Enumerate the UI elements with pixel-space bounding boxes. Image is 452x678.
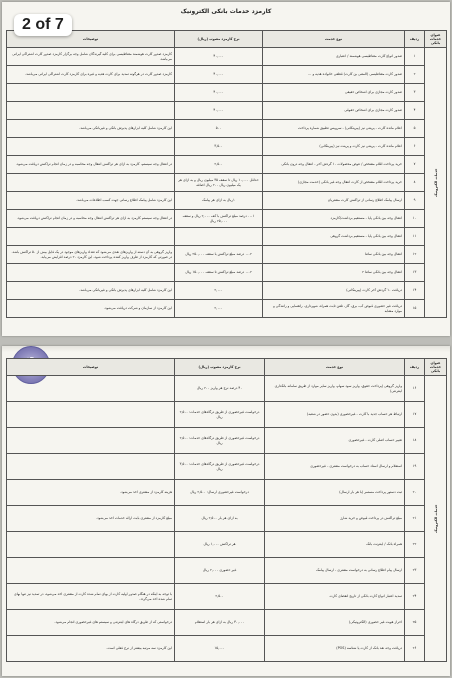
service-cell: صدور کارت مجازی برای اشخاص حقوقی: [263, 102, 405, 120]
service-cell: استعلام و ارسال اسناد حساب به درخواست مشتری - غیرحضوری: [265, 454, 405, 480]
fee-cell: ۴۰,۰۰۰: [175, 102, 263, 120]
fee-cell: درخواست غیرحضوری از طریق درگاه‌های خدمات: ۲,۵۰۰ ریال: [175, 402, 265, 428]
table-row: [7, 48, 447, 66]
header-fee-rate: نرخ کارمزد مصوب (ریال): [175, 359, 265, 376]
fee-cell: ۲,۰۰۰: [175, 282, 263, 300]
row-number-cell: ۱۹: [405, 454, 425, 480]
note-cell: در انتقال وجه سیستم، کارمزد به ازای هر تراکنش انتقال وجه محاسبه و در زمان انجام تراکنش دریافت می‌شود.: [7, 156, 175, 174]
fee-cell: حداقل ۱۰,۰۰۰ ریال تا سقف ۳۵ میلیون ریال و به ازای هر یک میلیون ریال ۲۰۰ ریال اضافه: [175, 174, 263, 192]
row-number-cell: ۱۳: [405, 264, 425, 282]
header-notes: توضیحات: [7, 359, 175, 376]
service-cell: تمدید اعتبار انواع کارت بانکی از تاریخ انقضای کارت: [265, 584, 405, 610]
service-cell: تغییر حساب اصلی کارت - غیرحضوری: [265, 428, 405, 454]
note-cell: هزینه کارمزد از مشتری اخذ می‌شود.: [7, 480, 175, 506]
service-cell: ثبت دستور پرداخت مستمر (با هر بار ارسال): [265, 480, 405, 506]
header-category: عنوان خدمات بانکی: [425, 359, 447, 376]
note-cell: در انتقال وجه سیستم کارمزد به ازای هر تراکنش انتقال وجه محاسبه و در زمان انجام تراکنش دریافت می‌شود.: [7, 210, 175, 228]
header-service-type: نوع خدمت: [265, 359, 405, 376]
header-service-type: نوع خدمت: [263, 31, 405, 48]
service-cell: انتقال وجه بین بانکی پایا - مستقیم برداشت/کارمزد: [263, 210, 405, 228]
fee-cell: درخواست غیرحضوری از طریق درگاه‌های خدمات: ۳,۵۰۰ ریال: [175, 454, 265, 480]
fee-cell: ۱۵,۰۰۰: [175, 636, 265, 662]
row-number-cell: ۲۶: [405, 636, 425, 662]
row-number-cell: ۲۰: [405, 480, 425, 506]
table-row: [7, 300, 447, 318]
fee-cell: ۴۰,۰۰۰: [175, 84, 263, 102]
table-row: [7, 210, 447, 228]
fee-cell: ۲,۵۰۰: [175, 156, 263, 174]
row-number-cell: ۹: [405, 192, 425, 210]
service-cell: اعلام مانده کارت - پرینتی نیز (پیرینکانی) - سرویس تطبیق شماره پرداخت: [263, 120, 405, 138]
header-category: عنوان خدمات بانکی: [425, 31, 447, 48]
service-cell: صدور انواع کارت مغناطیسی هوشمند / اعتباری: [263, 48, 405, 66]
table-row: [7, 636, 447, 662]
note-cell: این کارمزد سه مرتبه بیشتر از نرخ فعلی است.: [7, 636, 175, 662]
note-cell: [7, 428, 175, 454]
header-notes: توضیحات: [7, 31, 175, 48]
service-cell: صدور کارت مجازی برای اشخاص حقیقی: [263, 84, 405, 102]
page-title: کارمزد خدمات بانکی الکترونیک: [180, 8, 272, 15]
table-row: [7, 428, 447, 454]
table-row: [7, 282, 447, 300]
note-cell: کارمزد صدور کارت در هرگونه تمدید برای کارت هدیه و غیره برای کارمزد کارت اشتراکی ایرانی می‌باشد.: [7, 66, 175, 84]
note-cell: این کارمزد از سازمان و شرکت دریافت می‌شود.: [7, 300, 175, 318]
note-cell: این کارمزد شامل کلیه ابزارهای پذیرش بانکی و غیربانکی می‌باشد.: [7, 282, 175, 300]
service-cell: صدور کارت مغناطیسی (المثنی بن کارت) قطعی خانواده هدیه و ...: [263, 66, 405, 84]
note-cell: [7, 102, 175, 120]
service-cell: دریافت وجه نقد بانک از کارت یا شناسه (POS): [265, 636, 405, 662]
header-row-number: ردیف: [405, 359, 425, 376]
fee-cell: ۰.۰۲ درصد مبلغ تراکنش تا سقف ۱۵۰,۰۰۰ ریال: [175, 264, 263, 282]
page-counter-badge: 2 of 7: [14, 14, 72, 36]
fee-cell: ۰.۰۱ درصد مبلغ تراکنش با کف ۲,۰۰۰ ریال و سقف ۲۵,۰۰۰ ریال: [175, 210, 263, 228]
category-cell: خدمات الکترونیک: [425, 48, 447, 318]
fee-cell: ۳,۵۰۰: [175, 138, 263, 156]
row-number-cell: ۱: [405, 48, 425, 66]
row-number-cell: ۱۷: [405, 402, 425, 428]
fee-cell: ۴۰ درصد نرخ هر واریز ۲۰۰ ریال: [175, 376, 265, 402]
note-cell: [7, 558, 175, 584]
fee-cell: غیر حضوری ۲,۰۰۰ ریال: [175, 558, 265, 584]
row-number-cell: ۴: [405, 102, 425, 120]
fee-cell: درخواست غیرحضوری ارسال: ۲,۵۰۰ ریال: [175, 480, 265, 506]
service-cell: خرید پرداخت اقلام مشخص از کارت انتقال وجه غیر بانکی (خدمت مجازی): [263, 174, 405, 192]
row-number-cell: ۸: [405, 174, 425, 192]
note-cell: [7, 228, 175, 246]
fee-table-1: [6, 30, 447, 318]
note-cell: کارمزد صدور کارت هوشمند مغناطیسی برای کلیه گیرندگان شامل وجه برگزار کارمزد صدور کارت اشتراکی ایرانی می‌باشد.: [7, 48, 175, 66]
table-row: [7, 120, 447, 138]
table-row: [7, 84, 447, 102]
row-number-cell: ۲۵: [405, 610, 425, 636]
fee-cell: [175, 228, 263, 246]
row-number-cell: ۱۴: [405, 282, 425, 300]
row-number-cell: ۵: [405, 120, 425, 138]
row-number-cell: ۲۱: [405, 506, 425, 532]
row-number-cell: ۲۳: [405, 558, 425, 584]
row-number-cell: ۱۶: [405, 376, 425, 402]
service-cell: خرید پرداخت اقلام مشخص / عوض محصولات ۱۰ گردش آخر - انتقال وجه درون بانکی: [263, 156, 405, 174]
table-row: [7, 480, 447, 506]
table-row: [7, 454, 447, 480]
service-cell: واریز گروهی (پرداخت حقوق، واریز سود سهام، واریز سایر موارد از طریق سامانه بانکداری اینترنتی): [265, 376, 405, 402]
note-cell: درخواستی که از طریق درگاه های اینترنتی و سیستم های غیرحضوری انجام می‌شود.: [7, 610, 175, 636]
table-header-row: [7, 359, 447, 376]
service-cell: دریافت ۱۰ گردش آخر کارت (پیرینکانی): [263, 282, 405, 300]
table-row: [7, 402, 447, 428]
table-row: [7, 66, 447, 84]
page-curl: [2, 346, 450, 352]
fee-cell: درخواست غیرحضوری از طریق درگاه‌های خدمات: ۲,۵۰۰ ریال: [175, 428, 265, 454]
row-number-cell: ۲: [405, 66, 425, 84]
note-cell: واریز گروهی به آن دسته از واریزهای نقدی می‌شود که تعداد واریزهای موجود در یک فایل بیش از ۵۰ تراکنش باشد. در صورتی که کارمزد از طرف واریز کننده پرداخت شود، این کارمزد ۲۰ درصد افزایش می‌یابد.: [7, 246, 175, 264]
note-cell: [7, 174, 175, 192]
header-fee-rate: نرخ کارمزد مصوب (ریال): [175, 31, 263, 48]
fee-table-2: [6, 358, 447, 662]
row-number-cell: ۱۸: [405, 428, 425, 454]
fee-cell: ۵۰۰: [175, 120, 263, 138]
row-number-cell: ۷: [405, 156, 425, 174]
table-row: [7, 584, 447, 610]
row-number-cell: ۳: [405, 84, 425, 102]
service-cell: مبلغ تراکنش در پرداخت قبوض و خرید شارژ: [265, 506, 405, 532]
fee-cell: ۲,۰۰۰: [175, 300, 263, 318]
table-row: [7, 610, 447, 636]
fee-cell: ۲,۵۰۰: [175, 584, 265, 610]
row-number-cell: ۱۰: [405, 210, 425, 228]
service-cell: دریافت غیر حضوری قبوض آب، برق، گاز، تلفن ثابت همراه، شهرداری، راهنمایی و رانندگی و موارد مشابه: [263, 300, 405, 318]
service-cell: احراز هویت غیر حضوری (الکترونیکی): [265, 610, 405, 636]
note-cell: این کارمزد شامل پیامک اطلاع رسانی جهت کسب اطلاعات می‌باشد.: [7, 192, 175, 210]
note-cell: [7, 84, 175, 102]
note-cell: [7, 138, 175, 156]
table-row: [7, 156, 447, 174]
note-cell: این کارمزد شامل کلیه ابزارهای پذیرش بانکی و غیربانکی می‌باشد.: [7, 120, 175, 138]
table-row: [7, 228, 447, 246]
service-cell: همراه بانک / اینترنت بانک: [265, 532, 405, 558]
table-row: [7, 558, 447, 584]
note-cell: [7, 402, 175, 428]
row-number-cell: ۲۴: [405, 584, 425, 610]
row-number-cell: ۶: [405, 138, 425, 156]
service-cell: اعلام مانده کارت - پرینتی نیز کارت و پرینت نیز (پیرینکانی): [263, 138, 405, 156]
row-number-cell: ۱۲: [405, 246, 425, 264]
row-number-cell: ۲۲: [405, 532, 425, 558]
table-row: [7, 102, 447, 120]
note-cell: [7, 376, 175, 402]
document-page-2: [2, 346, 450, 676]
service-cell: ارسال پیام اطلاع رسانی به درخواست مشتری - ارسال پیامک: [265, 558, 405, 584]
service-cell: انتقال وجه بین بانکی ساتنا ۲: [263, 264, 405, 282]
table-header-row: [7, 31, 447, 48]
service-cell: انتقال وجه بین بانکی پایا - مستقیم برداشت گروهی: [263, 228, 405, 246]
note-cell: مبلغ کارمزد از مشتری بابت ارائه خدمات اخذ می‌شود.: [7, 506, 175, 532]
service-cell: ارسال پیامک اطلاع رسانی از تراکنش کارت مشتریان: [263, 192, 405, 210]
table-row: [7, 138, 447, 156]
note-cell: [7, 454, 175, 480]
fee-cell: ۴۰,۰۰۰: [175, 48, 263, 66]
table-row: [7, 192, 447, 210]
fee-cell: ۴۰,۰۰۰: [175, 66, 263, 84]
fee-cell: ۱ریال به ازای هر پیامک: [175, 192, 263, 210]
table-row: [7, 506, 447, 532]
note-cell: [7, 532, 175, 558]
fee-cell: ۴۰,۰۰۰ ریال به ازای هر بار استعلام: [175, 610, 265, 636]
table-row: [7, 174, 447, 192]
row-number-cell: ۱۵: [405, 300, 425, 318]
header-row-number: ردیف: [405, 31, 425, 48]
note-cell: با توجه به اینکه در هنگام صدور اولیه کارت از بهای تمام شده کارت از مشتری اخذ می‌شود، در تمدید نیز تنها بهای تمام شده اخذ می‌گردد.: [7, 584, 175, 610]
service-cell: ارتباط هر حساب جدید با کارت - غیرحضوری (بدون حضور در شعبه): [265, 402, 405, 428]
fee-cell: ۰.۰۲ درصد مبلغ تراکنش با سقف ۲۵۰,۰۰۰ ریال: [175, 246, 263, 264]
table-row: [7, 246, 447, 264]
row-number-cell: ۱۱: [405, 228, 425, 246]
table-row: [7, 376, 447, 402]
note-cell: [7, 264, 175, 282]
table-row: [7, 264, 447, 282]
fee-cell: هر تراکنش ۱,۰۰۰ ریال: [175, 532, 265, 558]
category-cell: خدمات الکترونیک: [425, 376, 447, 662]
table-row: [7, 532, 447, 558]
service-cell: انتقال وجه بین بانکی ساتنا: [263, 246, 405, 264]
document-page-1: [2, 2, 450, 336]
fee-cell: به ازای هر بار ۲,۵۰۰ ریال: [175, 506, 265, 532]
